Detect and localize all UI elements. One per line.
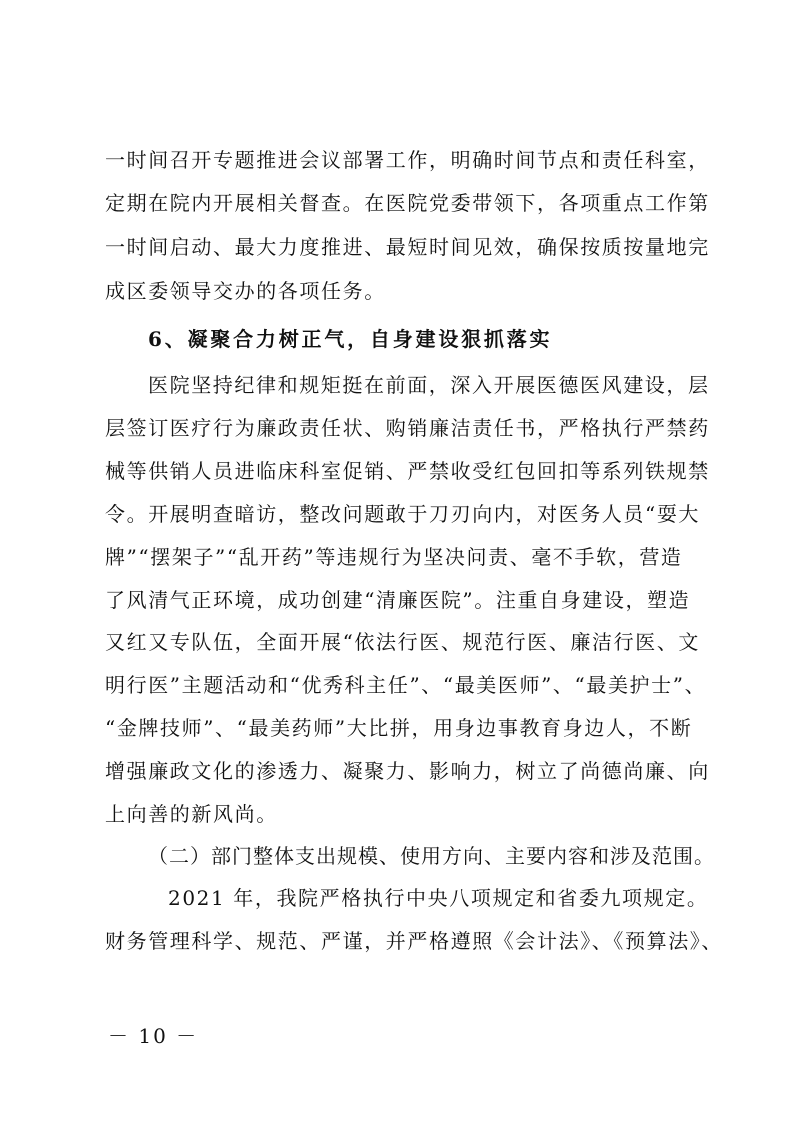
section-heading: 6、凝聚合力树正气，自身建设狠抓落实: [148, 327, 553, 351]
body-text-line: 成区委领导交办的各项任务。: [105, 279, 386, 303]
paragraph-line: 上向善的新风尚。: [105, 802, 278, 826]
paragraph-line: 了风清气正环境，成功创建“清廉医院”。注重自身建设，塑造: [105, 588, 691, 612]
paragraph-line: 医院坚持纪律和规矩挺在前面，深入开展医德医风建设，层: [148, 373, 710, 397]
paragraph-line: 2021 年，我院严格执行中央八项规定和省委九项规定。: [168, 886, 709, 910]
paragraph-line: 明行医”主题活动和“优秀科主任”、“最美医师”、“最美护士”、: [105, 673, 707, 697]
paragraph-line: 又红又专队伍，全面开展“依法行医、规范行医、廉洁行医、文: [105, 630, 701, 654]
section-title: （二）部门整体支出规模、使用方向、主要内容和涉及范围。: [148, 844, 715, 868]
paragraph-line: 增强廉政文化的渗透力、凝聚力、影响力，树立了尚德尚廉、向: [105, 759, 710, 783]
paragraph-line: 械等供销人员进临床科室促销、严禁收受红包回扣等系列铁规禁: [105, 459, 710, 483]
body-text-line: 定期在院内开展相关督查。在医院党委带领下，各项重点工作第: [105, 191, 710, 215]
page-number: － 10 －: [108, 1024, 199, 1048]
paragraph-line: 令。开展明查暗访，整改问题敢于刀刃向内，对医务人员“耍大: [105, 502, 701, 526]
paragraph-line: 层签订医疗行为廉政责任状、购销廉洁责任书，严格执行严禁药: [105, 416, 710, 440]
paragraph-line: 财务管理科学、规范、严谨，并严格遵照《会计法》、《预算法》、: [105, 929, 723, 953]
paragraph-line: 牌”“摆架子”“乱开药”等违规行为坚决问责、毫不手软，营造: [105, 545, 683, 569]
paragraph-line: “金牌技师”、“最美药师”大比拼，用身边事教育身边人，不断: [105, 716, 693, 740]
body-text-line: 一时间召开专题推进会议部署工作，明确时间节点和责任科室，: [105, 148, 710, 172]
body-text-line: 一时间启动、最大力度推进、最短时间见效，确保按质按量地完: [105, 235, 710, 259]
